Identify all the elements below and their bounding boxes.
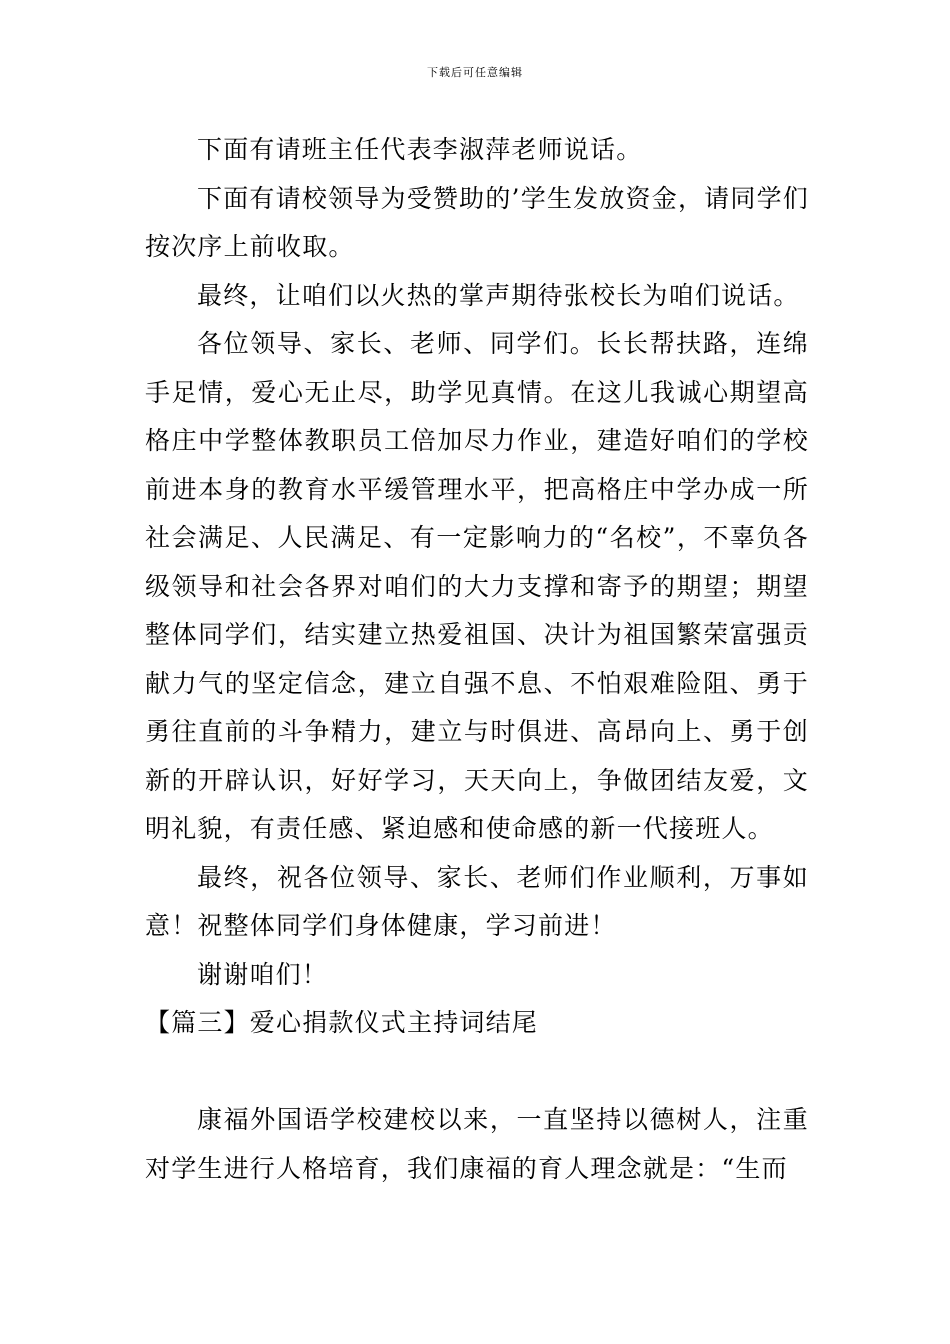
paragraph-principal-invitation: 最终，让咱们以火热的掌声期待张校长为咱们说话。 xyxy=(197,280,800,310)
paragraph-class-teacher-speech: 下面有请班主任代表李淑萍老师说话。 xyxy=(197,135,643,164)
section-spacer xyxy=(145,1048,809,1097)
paragraph-closing-wishes: 最终，祝各位领导、家长、老师们作业顺利，万事如意！祝整体同学们身体健康，学习前进！ xyxy=(145,862,809,940)
paragraph-fund-distribution: 下面有请校领导为受赞助的’学生发放资金，请同学们按次序上前收取。 xyxy=(145,183,809,261)
paragraph-main-speech: 各位领导、家长、老师、同学们。长长帮扶路，连绵手足情，爱心无止尽，助学见真情。在这儿我诚心期望高格庄中学整体教职员工倍加尽力作业，建造好咱们的学校前进本身的教育水平缓管理水平，把高格庄中学办成一所社会满足、人民满足、有一定影响力的“名校”，不辜负各级领导和社会各界对咱们的大力支撑和寄予的期望；期望整体同学们，结实建立热爱祖国、决计为祖国繁荣富强贡献力气的坚定信念，建立自强不息、不怕艰难险阻、勇于勇往直前的斗争精力，建立与时俱进、高昂向上、勇于创新的开辟认识，好好学习，天天向上，争做团结友爱，文明礼貌，有责任感、紧迫感和使命感的新一代接班人。 xyxy=(145,329,809,843)
header-note: 下载后可任意编辑 xyxy=(427,66,523,79)
paragraph-thanks: 谢谢咱们！ xyxy=(197,959,329,989)
paragraph-school-intro: 康福外国语学校建校以来，一直坚持以德树人，注重对学生进行人格培育，我们康福的育人理念就是：“生而 xyxy=(145,1105,809,1183)
section-title: 【篇三】爱心捐款仪式主持词结尾 xyxy=(145,1008,539,1037)
document-body xyxy=(145,126,809,1193)
